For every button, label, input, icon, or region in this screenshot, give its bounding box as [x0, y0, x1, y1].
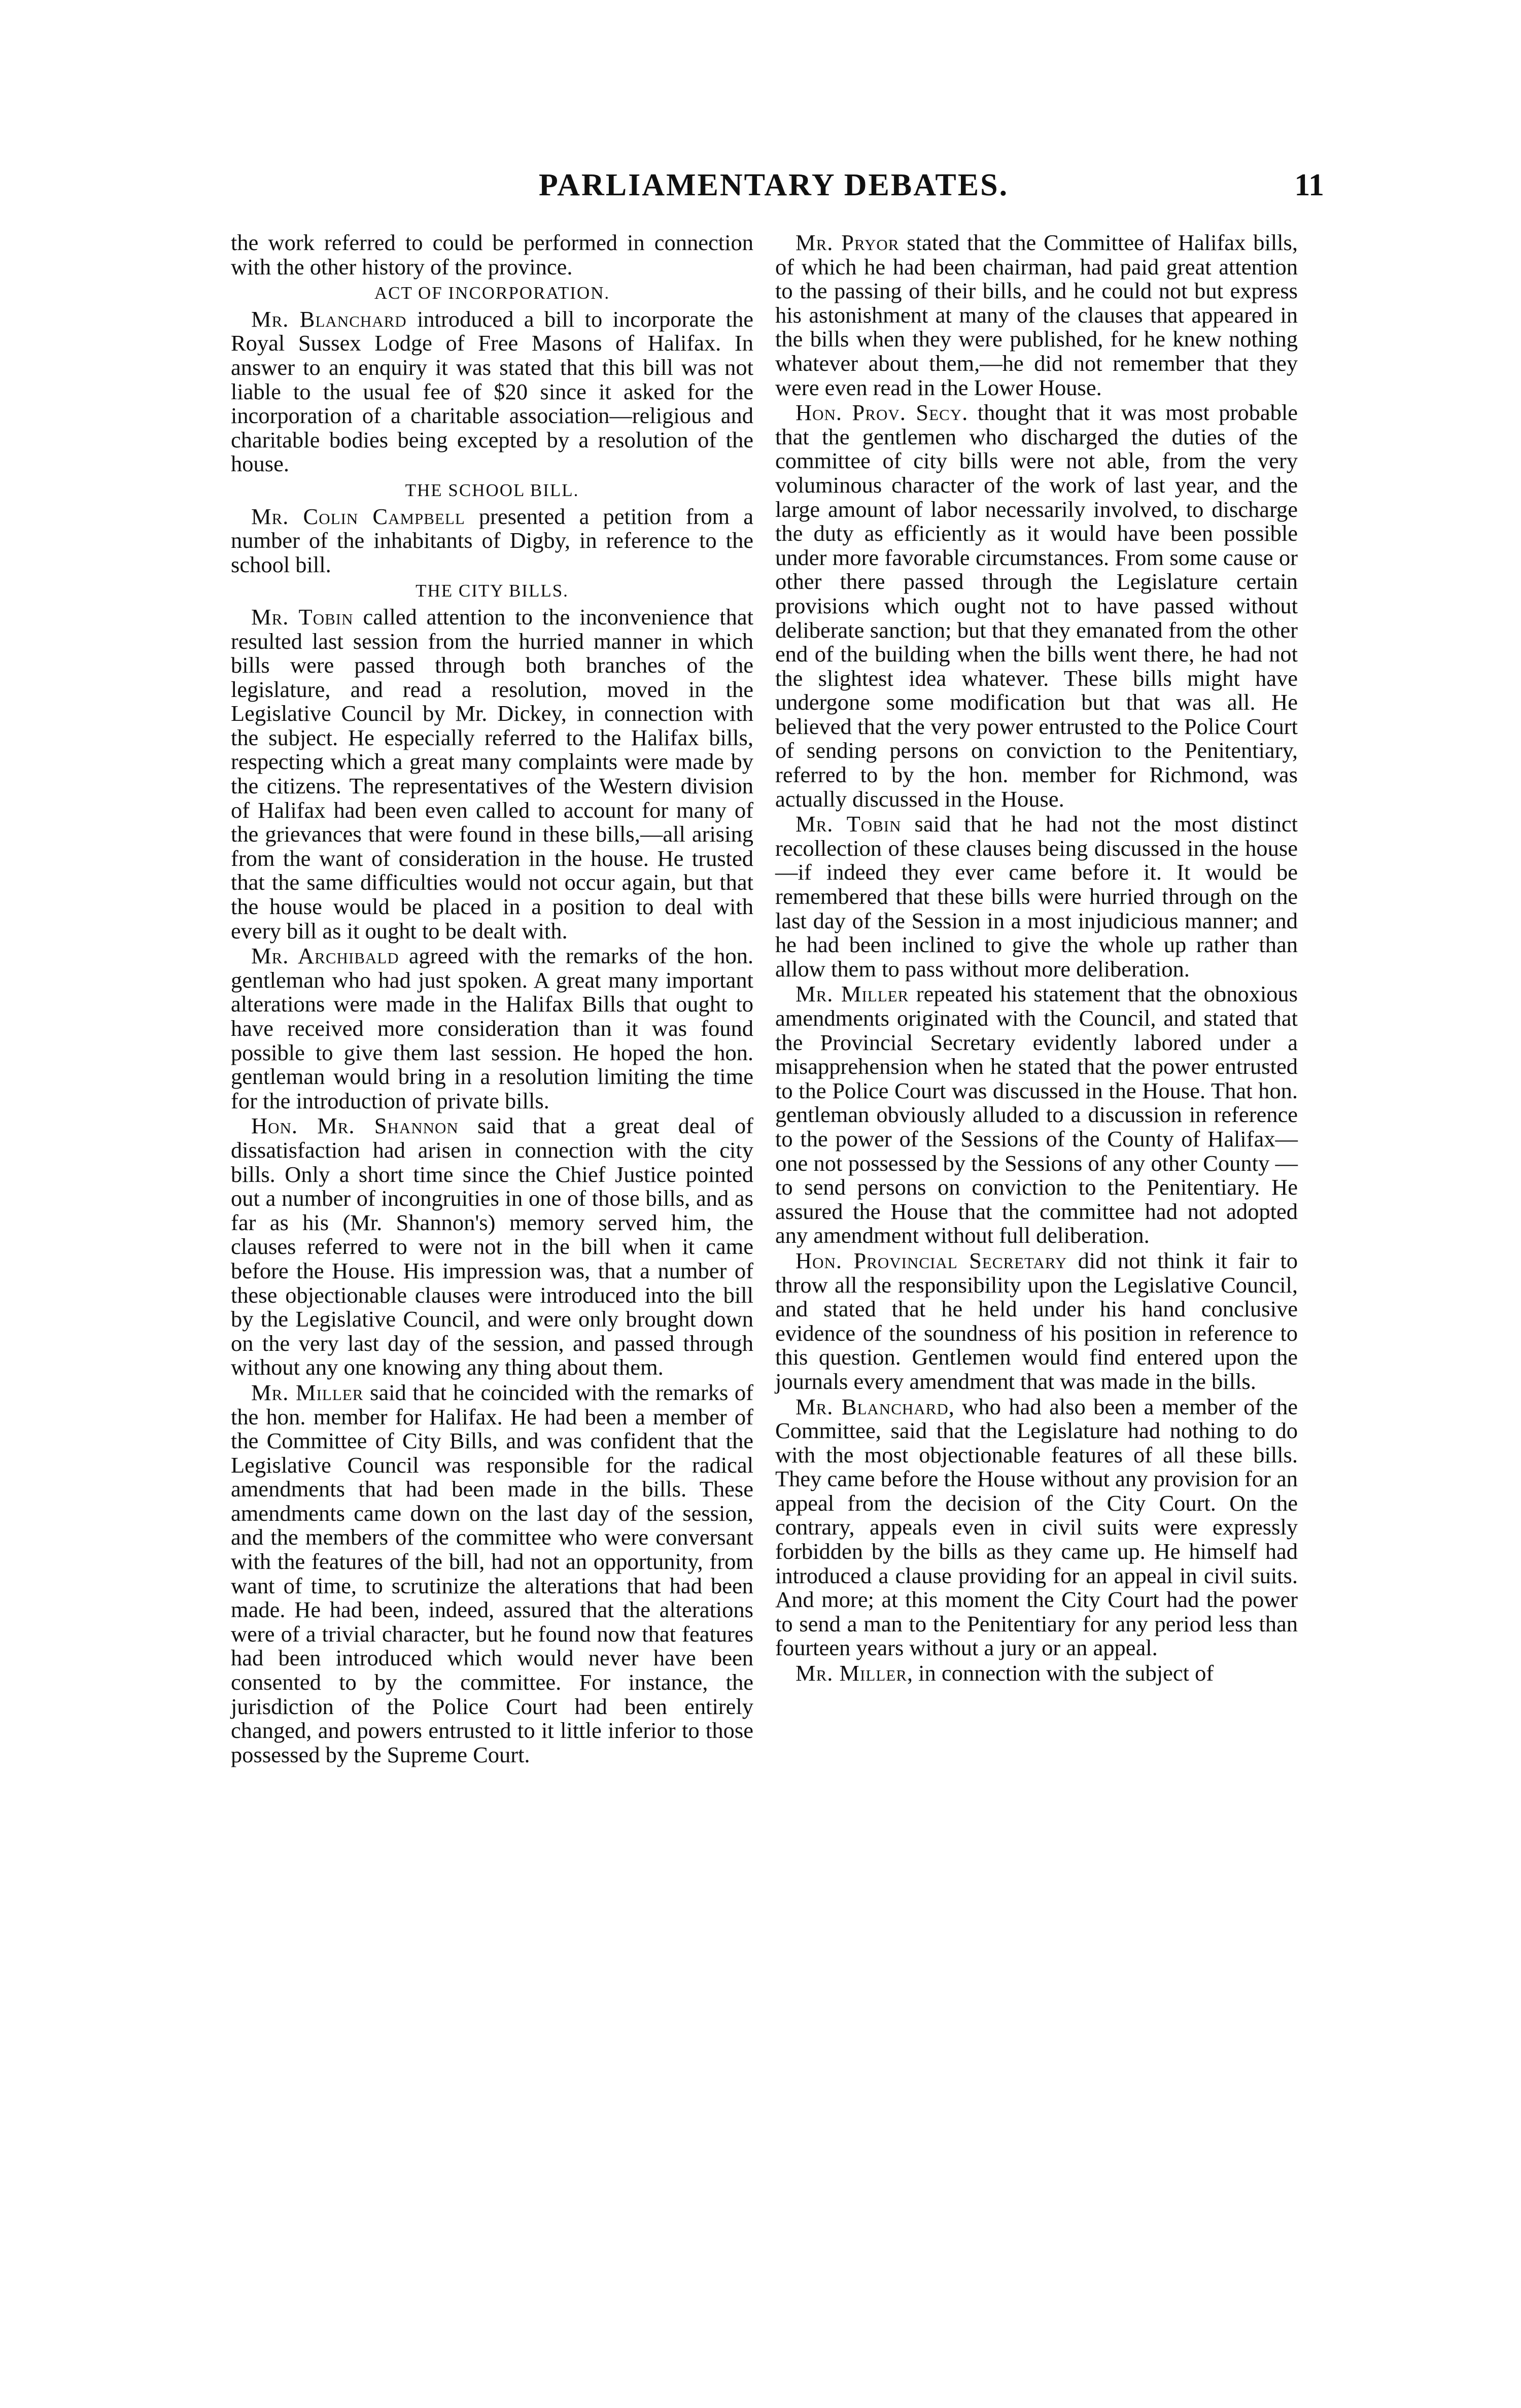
- paragraph: [775, 982, 1298, 1248]
- speech-text: said that a great deal of dissatisfaction had arisen in connection with the city bills. Only a short time since the Chief Justice pointed out a number of incongruities in one of those bills, and as far as his (Mr. Shannon's) memory served him, the clauses referred to were not in the bill when it came before the House. His impression was, that a number of these objectionable clauses were introduced into the bill by the Legislative Council, and were only brought down on the very last day of the session, and passed through without any one knowing any thing about them.: [231, 1113, 753, 1380]
- section-heading: ACT OF INCORPORATION.: [374, 283, 610, 303]
- paragraph: [231, 605, 753, 943]
- speaker-name: Mr. Blanchard: [796, 1393, 949, 1419]
- speech-text: did not think it fair to throw all the responsibility upon the Legislative Council, and stated that he held under his hand conclusive evidence of the soundness of his position in reference to this question. Gentlemen would find entered upon the journals every amendment that was made in the bills.: [775, 1247, 1298, 1394]
- speech-text: introduced a bill to incorporate the Royal Sussex Lodge of Free Masons of Halifax. In answer to an enquiry it was stated that this bill was not liable to the usual fee of $20 since it asked for the incorporation of a charitable association—religious and charitable bodies being excepted by a resolution of the house.: [231, 306, 753, 477]
- paragraph: [231, 307, 753, 476]
- speaker-name: Mr. Tobin: [796, 811, 902, 837]
- page-number: 11: [1294, 168, 1324, 202]
- page-header: [223, 167, 1324, 213]
- paragraph: [231, 1381, 753, 1767]
- speech-text: thought that it was most probable that the gentlemen who discharged the duties of the committee of city bills were not able, from the very voluminous character of the work of last year, and the large amount of labor necessarily involved, to discharge the duty as efficiently as it would have been possible under more favorable circumstances. From some cause or other there passed through the Legislature certain provisions which ought not to have passed without deliberate sanction; but that they emanated from the other end of the building when the bills went there, he had not the slightest idea whatever. These bills might have undergone some modification but that was all. He believed that the very power entrusted to the Police Court of sending persons on conviction to the Penitentiary, referred to by the hon. member for Richmond, was actually discussed in the House.: [775, 400, 1298, 812]
- running-title: PARLIAMENTARY DEBATES.: [538, 168, 1009, 202]
- right-column: [775, 231, 1298, 1687]
- speaker-name: Hon. Prov. Secy.: [796, 400, 969, 426]
- paragraph: [775, 231, 1298, 400]
- speaker-name: Mr. Miller: [796, 981, 909, 1007]
- speaker-name: Hon. Provincial Secretary: [796, 1247, 1067, 1273]
- speaker-name: Mr. Miller: [251, 1379, 364, 1405]
- paragraph: [775, 1661, 1298, 1686]
- speaker-name: Mr. Pryor: [796, 230, 900, 255]
- speaker-name: Mr. Archibald: [251, 943, 399, 969]
- speaker-name: Mr. Colin Campbell: [251, 503, 465, 529]
- speech-text: presented a petition from a number of the inhabitants of Digby, in reference to the school bill.: [231, 503, 753, 577]
- paragraph: [775, 401, 1298, 811]
- paragraph: [775, 1249, 1298, 1394]
- paragraph: [231, 944, 753, 1113]
- speech-text: agreed with the remarks of the hon. gentleman who had just spoken. A great many important alterations were made in the Halifax Bills that ought to have received more consideration than it was found possible to give them last session. He hoped the hon. gentleman would bring in a resolution limiting the time for the introduction of private bills.: [231, 943, 753, 1113]
- speech-text: called attention to the inconvenience that resulted last session from the hurried manner in which bills were passed through both branches of the legislature, and read a resolution, moved in the Legislative Council by Mr. Dickey, in connection with the subject. He especially referred to the Halifax bills, respecting which a great many complaints were made by the citizens. The representatives of the Western division of Halifax had been even called to account for many of the grievances that were found in these bills,—all arising from the want of consideration in the house. He trusted that the same difficulties would not occur again, but that the house would be placed in a position to deal with every bill as it ought to be dealt with.: [231, 604, 753, 944]
- left-column: [231, 231, 753, 1768]
- speech-text: repeated his statement that the obnoxious amendments originated with the Council, and stated that the Provincial Secretary evidently labored under a misapprehension when he stated that the power entrusted to the Police Court was discussed in the House. That hon. gentleman obviously alluded to a discussion in reference to the power of the Sessions of the County of Halifax—one not possessed by the Sessions of any other County —to send persons on conviction to the Penitentiary. He assured the House that the committee had not adopted any amendment without full deliberation.: [775, 981, 1298, 1248]
- section-heading: THE SCHOOL BILL.: [405, 480, 579, 500]
- paragraph: [231, 1114, 753, 1380]
- speaker-name: Mr. Tobin: [251, 604, 354, 630]
- speaker-name: Mr. Blanchard: [251, 306, 407, 332]
- speaker-name: Mr. Miller: [796, 1660, 907, 1686]
- paragraph: [775, 812, 1298, 981]
- speech-text: , who had also been a member of the Committee, said that the Legislature had nothing to do with the most objectionable features of all these bills. They came before the House without any provision for an appeal from the decision of the City Court. On the contrary, appeals even in civil suits were expressly forbidden by the bills as they came up. He himself had introduced a clause providing for an appeal in civil suits. And more; at this moment the City Court had the power to send a man to the Penitentiary for any period less than fourteen years without a jury or an appeal.: [775, 1393, 1298, 1661]
- paragraph: [775, 1395, 1298, 1661]
- speaker-name: Hon. Mr. Shannon: [251, 1113, 459, 1139]
- section-heading: THE CITY BILLS.: [416, 581, 569, 601]
- speech-text: stated that the Committee of Halifax bills, of which he had been chairman, had paid great attention to the passing of their bills, and he could not but express his astonishment at many of the clauses that appeared in the bills when they were published, for he knew nothing whatever about them,—he did not remember that they were even read in the Lower House.: [775, 230, 1298, 400]
- speech-text: , in connection with the subject of: [907, 1660, 1214, 1686]
- speech-text: said that he had not the most distinct recollection of these clauses being discussed in the house—if indeed they ever came before it. It would be remembered that these bills were hurried through on the last day of the Session in a most injudicious manner; and he had been inclined to give the whole up rather than allow them to pass without more deliberation.: [775, 811, 1298, 982]
- speech-text: said that he coincided with the remarks of the hon. member for Halifax. He had been a member of the Committee of City Bills, and was confident that the Legislative Council was responsible for the radical amendments that had been made in the bills. These amendments came down on the last day of the session, and the members of the committee who were conversant with the features of the bill, had not an opportunity, from want of time, to scrutinize the alterations that had been made. He had been, indeed, assured that the alterations were of a trivial character, but he found now that features had been introduced which would never have been consented to by the committee. For instance, the jurisdiction of the Police Court had been entirely changed, and powers entrusted to it little inferior to those possessed by the Supreme Court.: [231, 1379, 754, 1767]
- paragraph: [231, 505, 753, 577]
- paragraph: the work referred to could be performed in connection with the other history of the province.: [231, 230, 753, 280]
